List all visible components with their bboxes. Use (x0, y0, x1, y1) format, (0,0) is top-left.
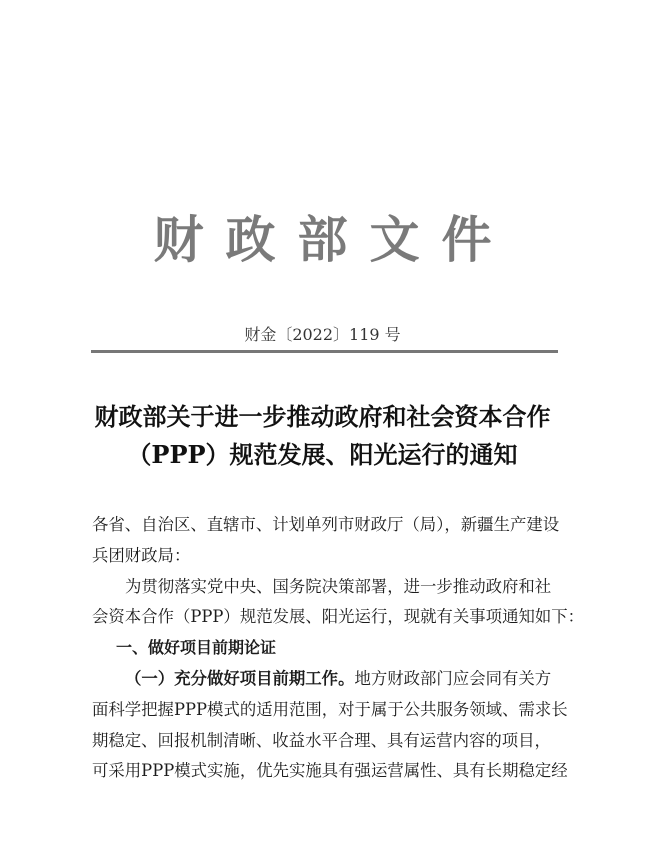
addressee-line-1: 各省、自治区、直辖市、计划单列市财政厅（局），新疆生产建设 (92, 515, 560, 534)
paragraph-1-line-1 (92, 664, 562, 695)
paragraph-1-line-1-text: 地方财政部门应会同有关方 (354, 668, 552, 688)
notice-title (0, 398, 645, 474)
intro-line-2: 会资本合作（PPP）规范发展、阳光运行，现就有关事项通知如下： (92, 607, 585, 627)
document-header-title: 财政部文件 (153, 210, 514, 269)
addressee-line-2: 兵团财政局： (92, 545, 191, 565)
document-body (92, 510, 585, 787)
document-number: 财金〔2022〕119 号 (244, 325, 401, 344)
notice-title-line-1: 财政部关于进一步推动政府和社会资本合作 (94, 402, 551, 431)
notice-title-line-2: （PPP）规范发展、阳光运行的通知 (127, 440, 518, 469)
intro-line-1: 为贯彻落实党中央、国务院决策部署，进一步推动政府和社 (125, 576, 552, 596)
header-divider-line (91, 350, 558, 353)
section-1-heading: 一、做好项目前期论证 (116, 638, 277, 658)
paragraph-1-line-4: 可采用PPP模式实施，优先实施具有强运营属性、具有长期稳定经 (92, 761, 568, 781)
paragraph-1-line-2: 面科学把握PPP模式的适用范围，对于属于公共服务领域、需求长 (92, 699, 568, 719)
paragraph-1-subheading: （一）充分做好项目前期工作。 (125, 668, 355, 688)
paragraph-1-line-3: 期稳定、回报机制清晰、收益水平合理、具有运营内容的项目， (92, 730, 551, 750)
